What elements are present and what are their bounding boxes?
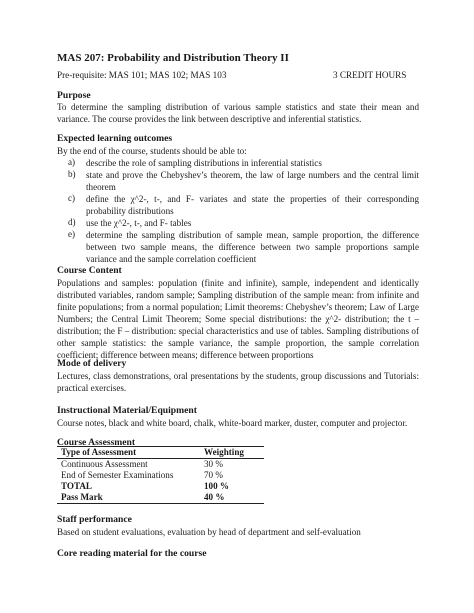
outcome-text: define the χ^2-, t-, and F- variates and state the properties of their corresponding probability distributions bbox=[86, 194, 419, 216]
table-row bbox=[57, 470, 264, 481]
assessment-type: Pass Mark bbox=[61, 492, 103, 502]
table-row bbox=[57, 481, 264, 492]
outcome-marker: e) bbox=[68, 229, 76, 239]
course-title: MAS 207: Probability and Distribution Theory II bbox=[57, 52, 289, 64]
table-row bbox=[57, 492, 264, 504]
assessment-weight: 30 % bbox=[204, 459, 223, 469]
outcome-text: state and prove the Chebyshev’s theorem, the law of large numbers and the central limit theorem bbox=[86, 170, 419, 192]
delivery-text: Lectures, class demonstrations, oral presentations by the students, group discussions and Tutorials: practical exercises. bbox=[57, 371, 419, 393]
outcome-marker: a) bbox=[68, 157, 76, 167]
table-header-row bbox=[57, 447, 264, 459]
delivery-heading: Mode of delivery bbox=[57, 358, 127, 369]
staff-heading: Staff performance bbox=[57, 514, 132, 525]
credit-hours: 3 CREDIT HOURS bbox=[333, 70, 407, 80]
outcomes-heading: Expected learning outcomes bbox=[57, 133, 173, 144]
material-heading: Instructional Material/Equipment bbox=[57, 405, 197, 416]
purpose-heading: Purpose bbox=[57, 90, 91, 101]
outcomes-intro: By the end of the course, students should be able to: bbox=[57, 146, 247, 156]
assessment-weight: 40 % bbox=[204, 492, 225, 502]
assessment-type: End of Semester Examinations bbox=[61, 470, 174, 480]
table-row bbox=[57, 459, 264, 471]
assessment-table bbox=[57, 446, 264, 504]
outcome-text: use the χ^2-, t-, and F- tables bbox=[86, 218, 192, 228]
material-text: Course notes, black and white board, chalk, white-board marker, duster, computer and projector. bbox=[57, 418, 408, 428]
outcome-text: determine the sampling distribution of sample mean, sample proportion, the difference between two sample means, the difference between two sample proportions sample variance and the sample correlation coefficient bbox=[86, 230, 419, 264]
assessment-type: TOTAL bbox=[61, 481, 92, 491]
staff-text: Based on student evaluations, evaluation by head of department and self-evaluation bbox=[57, 527, 361, 537]
outcome-marker: b) bbox=[68, 169, 76, 179]
outcome-marker: d) bbox=[68, 217, 76, 227]
prerequisite-line: Pre-requisite: MAS 101; MAS 102; MAS 103 bbox=[57, 70, 227, 80]
purpose-text: To determine the sampling distribution of various sample statistics and state their mean and variance. The course provides the link between descriptive and inferential statistics. bbox=[57, 102, 419, 124]
content-heading: Course Content bbox=[57, 265, 122, 276]
reading-heading: Core reading material for the course bbox=[57, 548, 207, 559]
outcome-marker: c) bbox=[68, 193, 76, 203]
assessment-type: Continuous Assessment bbox=[61, 459, 148, 469]
outcome-text: describe the role of sampling distributions in inferential statistics bbox=[86, 158, 322, 168]
assessment-weight: 100 % bbox=[204, 481, 230, 491]
assessment-heading: Course Assessment bbox=[57, 437, 136, 448]
content-text: Populations and samples: population (finite and infinite), sample, independent and identically distributed variables, random sample; Sampling distribution of the sample mean: from infinite and finite populations; from a normal population; Limit theorems: Chebyshev’s theorem; Law of Large Numbers; the Central Limit Theorem; Some special distributions: the χ^2- distribution; the t – distribution; the F – distribution: special characteristics and use of tables. Sampling distributions of other sample statistics: the sample variance, the sample proportion, the sample correlation coefficient; difference between means; difference between proportions bbox=[57, 278, 419, 360]
assessment-weight: 70 % bbox=[204, 470, 223, 480]
column-header: Weighting bbox=[204, 447, 244, 457]
column-header: Type of Assessment bbox=[61, 447, 137, 457]
